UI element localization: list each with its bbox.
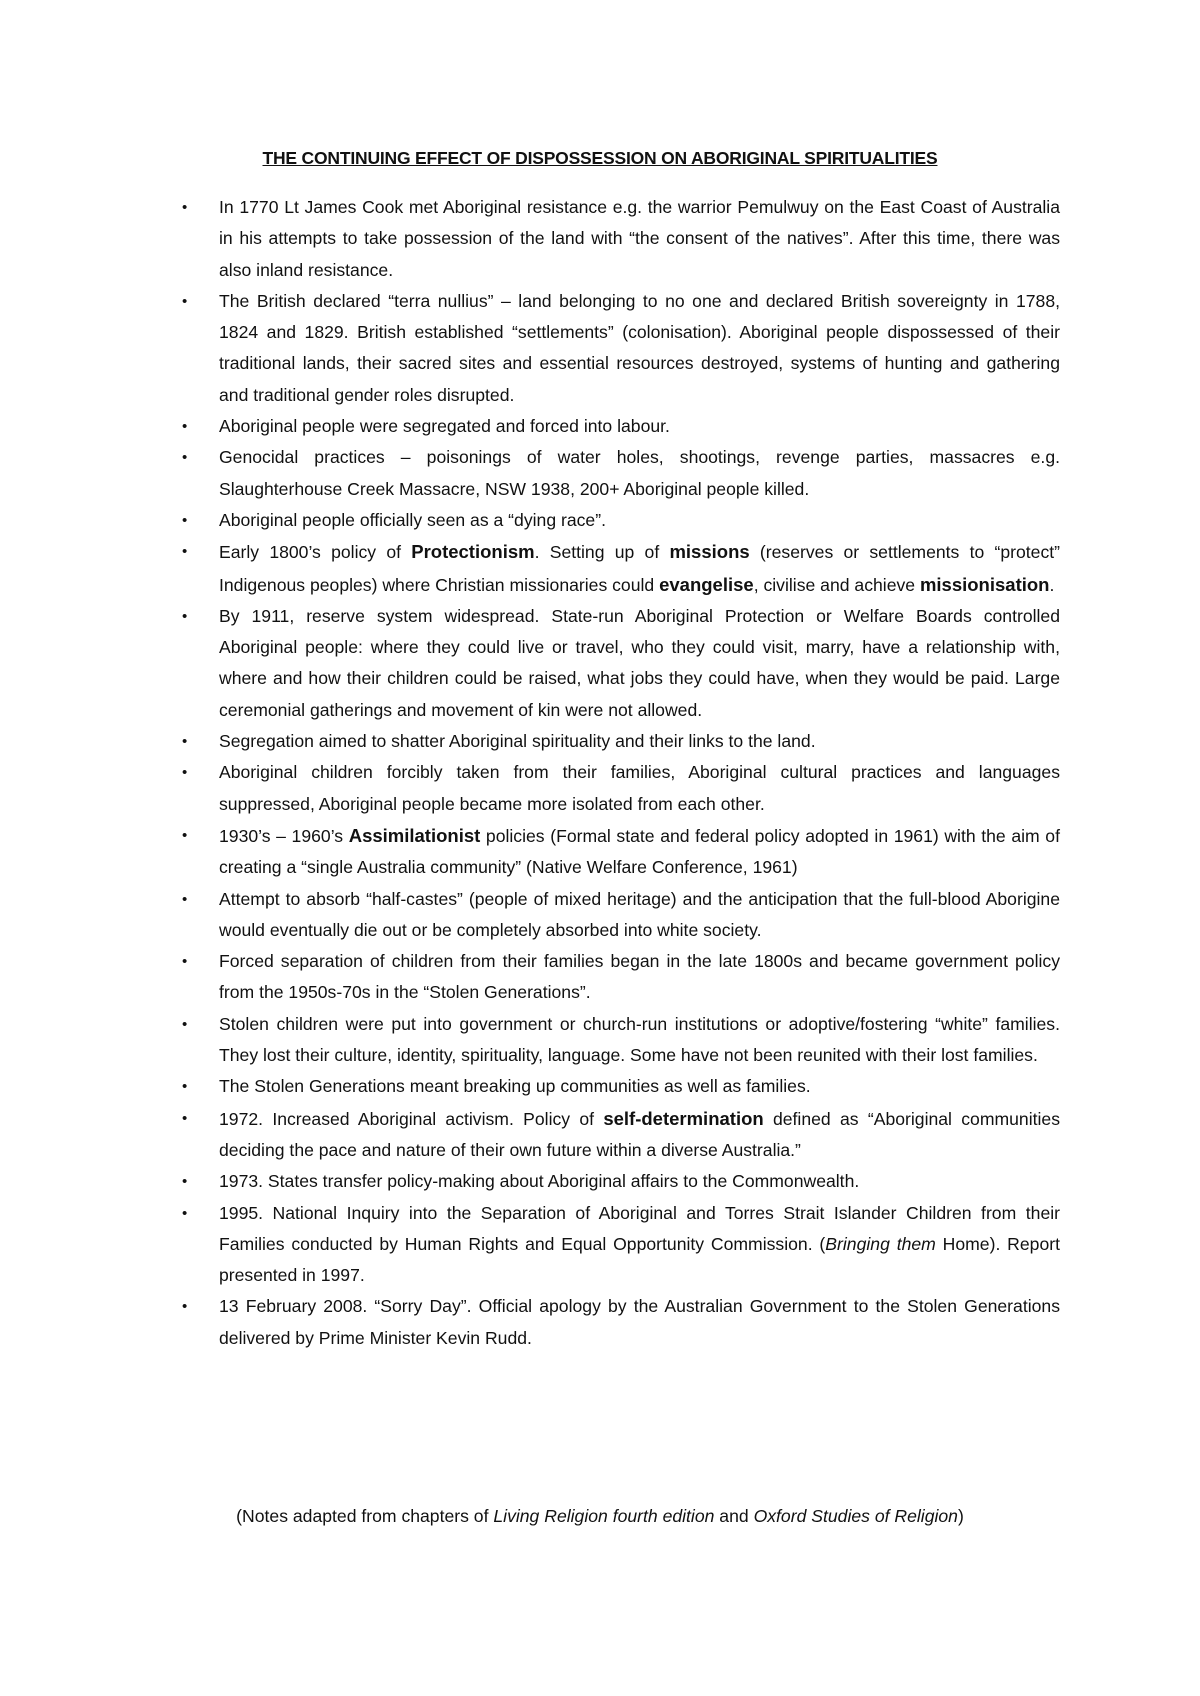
text-run: (Notes adapted from chapters of	[236, 1506, 494, 1526]
text-run: defined as “Aboriginal communities deciding the pace and nature of their own future within a diverse Australia.”	[219, 1108, 1060, 1160]
text-run: Segregation aimed to shatter Aboriginal spirituality and their links to the land.	[219, 731, 816, 752]
notes-bullet-list	[182, 192, 1060, 1354]
bullet-icon: •	[182, 1204, 188, 1222]
bullet-icon: •	[182, 764, 188, 782]
bullet-icon: •	[182, 607, 188, 625]
bullet-icon: •	[182, 1298, 188, 1316]
text-run: 13 February 2008. “Sorry Day”. Official apology by the Australian Government to the Stolen Generations delivered by Prime Minister Kevin Rudd.	[219, 1296, 1060, 1348]
list-item	[182, 192, 1060, 286]
italic-text: Oxford Studies of Religion	[753, 1506, 958, 1526]
text-run: Genocidal practices – poisonings of water holes, shootings, revenge parties, massacres e.g. Slaughterhouse Creek Massacre, NSW 1938, 200+ Aboriginal people killed.	[219, 447, 1060, 499]
text-run: The British declared “terra nullius” – land belonging to no one and declared British sovereignty in 1788, 1824 and 1829. British established “settlements” (colonisation). Aboriginal people dispossessed of their traditional lands, their sacred sites and essential resources destroyed, systems of hunting and gathering and traditional gender roles disrupted.	[219, 290, 1060, 405]
text-run: )	[957, 1506, 964, 1526]
italic-text: Bringing them	[825, 1233, 936, 1254]
text-run: Early 1800’s policy of	[219, 542, 412, 563]
text-run: policies (Formal state and federal policy adopted in 1961) with the aim of creating a “single Australia community” (Native Welfare Conference, 1961)	[219, 825, 1060, 878]
bullet-icon: •	[182, 826, 188, 844]
bullet-icon: •	[182, 1109, 188, 1127]
bullet-icon: •	[182, 292, 188, 310]
bullet-icon: •	[182, 1078, 188, 1096]
bullet-icon: •	[182, 449, 188, 467]
list-item	[182, 757, 1060, 820]
bold-keyword: self-determination	[603, 1107, 764, 1129]
list-item	[182, 1166, 1060, 1197]
text-run: Attempt to absorb “half-castes” (people of mixed heritage) and the anticipation that the full-blood Aborigine would eventually die out or be completely absorbed into white society.	[219, 888, 1060, 940]
bullet-icon: •	[182, 1173, 188, 1191]
list-item	[182, 442, 1060, 505]
bullet-icon: •	[182, 543, 188, 561]
italic-text: Living Religion fourth edition	[493, 1506, 715, 1526]
text-run: (reserves or settlements to “protect” Indigenous peoples) where Christian missionaries could	[219, 542, 1060, 595]
text-run: 1995. National Inquiry into the Separation of Aboriginal and Torres Strait Islander Children from their Families conducted by Human Rights and Equal Opportunity Commission. (	[219, 1202, 1060, 1254]
text-run: The Stolen Generations meant breaking up communities as well as families.	[219, 1076, 811, 1097]
list-item	[182, 1103, 1060, 1167]
text-run: 1973. States transfer policy-making about Aboriginal affairs to the Commonwealth.	[219, 1171, 860, 1192]
list-item	[182, 1198, 1060, 1292]
bullet-icon: •	[182, 890, 188, 908]
text-run: Aboriginal children forcibly taken from their families, Aboriginal cultural practices and languages suppressed, Aboriginal people became more isolated from each other.	[219, 762, 1060, 814]
text-run: , civilise and achieve	[753, 574, 920, 595]
footer-note	[0, 1506, 1200, 1527]
text-run: 1930’s – 1960’s	[219, 825, 349, 846]
text-run: Aboriginal people were segregated and forced into labour.	[219, 416, 670, 437]
text-run: By 1911, reserve system widespread. State-run Aboriginal Protection or Welfare Boards controlled Aboriginal people: where they could live or travel, who they could visit, marry, have a relationship with, where and how their children could be raised, what jobs they could have, when they would be paid. Large ceremonial gatherings and movement of kin were not allowed.	[219, 605, 1060, 720]
bold-keyword: missionisation	[919, 573, 1050, 595]
text-run: Forced separation of children from their families began in the late 1800s and became government policy from the 1950s-70s in the “Stolen Generations”.	[219, 951, 1060, 1003]
page-title: THE CONTINUING EFFECT OF DISPOSSESSION ON ABORIGINAL SPIRITUALITIES	[262, 148, 938, 168]
bullet-icon: •	[182, 418, 188, 436]
list-item	[182, 1009, 1060, 1072]
bullet-icon: •	[182, 199, 188, 216]
bold-keyword: Assimilationist	[348, 824, 481, 846]
list-item	[182, 884, 1060, 947]
text-run: . Setting up of	[534, 542, 670, 563]
text-run: .	[1049, 574, 1055, 595]
bold-keyword: Protectionism	[411, 541, 535, 563]
text-run: Aboriginal people officially seen as a “dying race”.	[219, 509, 606, 530]
text-run: Stolen children were put into government or church-run institutions or adoptive/fostering “white” families. They lost their culture, identity, spirituality, language. Some have not been reunited with their lost families.	[219, 1013, 1060, 1066]
list-item	[182, 601, 1060, 726]
list-item	[182, 820, 1060, 884]
list-item	[182, 536, 1060, 601]
list-item	[182, 505, 1060, 536]
text-run: 1972. Increased Aboriginal activism. Policy of	[219, 1108, 604, 1129]
bullet-icon: •	[182, 1015, 188, 1033]
bold-keyword: evangelise	[659, 573, 754, 595]
bullet-icon: •	[182, 733, 188, 751]
list-item	[182, 411, 1060, 442]
text-run: and	[714, 1506, 754, 1526]
bullet-icon: •	[182, 511, 188, 529]
list-item	[182, 286, 1060, 411]
text-run: In 1770 Lt James Cook met Aboriginal resistance e.g. the warrior Pemulwuy on the East Coast of Australia in his attempts to take possession of the land with “the consent of the natives”. After this time, there was also inland resistance.	[219, 197, 1060, 280]
list-item	[182, 1071, 1060, 1102]
bold-keyword: missions	[669, 541, 750, 563]
list-item	[182, 1291, 1060, 1354]
list-item	[182, 946, 1060, 1009]
bullet-icon: •	[182, 953, 188, 971]
text-run: Home). Report presented in 1997.	[219, 1233, 1060, 1286]
list-item	[182, 726, 1060, 757]
